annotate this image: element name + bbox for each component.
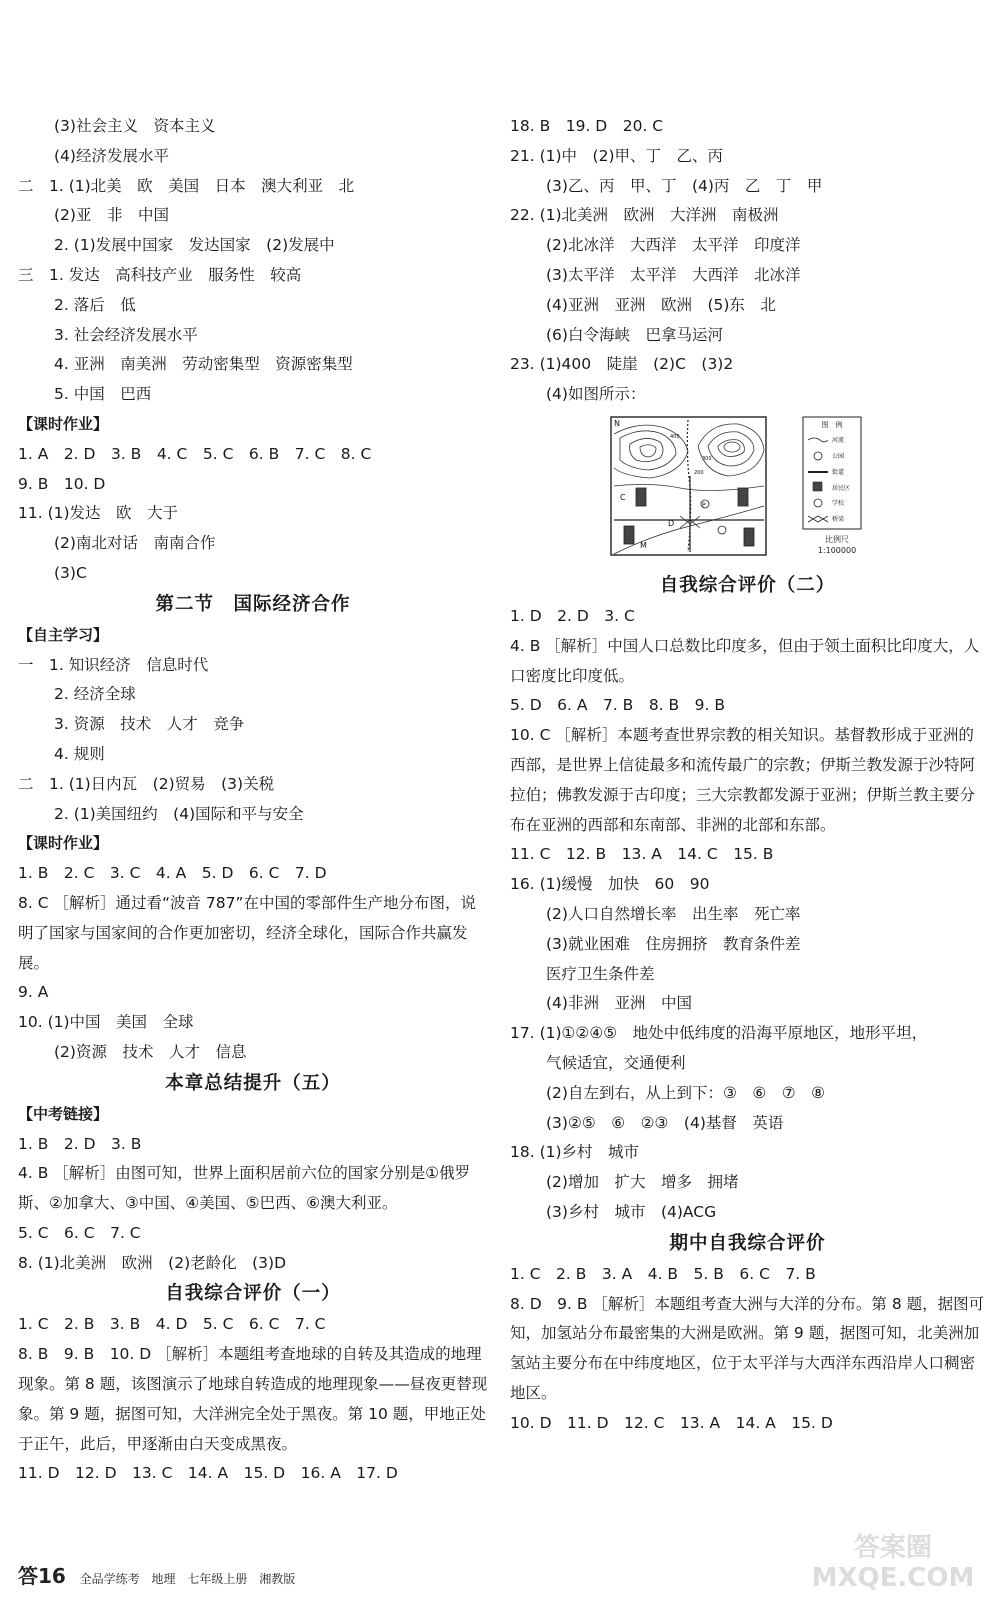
answer-line: (3)太平洋 太平洋 大西洋 北冰洋 — [546, 265, 801, 284]
right-column — [510, 112, 985, 1438]
answer-line: (4)亚洲 亚洲 欧洲 (5)东 北 — [546, 295, 776, 314]
map-label: C — [620, 492, 626, 502]
answer-line: 18. B 19. D 20. C — [510, 117, 664, 135]
section-label: 【课时作业】 — [18, 414, 109, 433]
map-label: P — [702, 501, 706, 509]
answer-line: 医疗卫生条件差 — [546, 964, 655, 983]
answer-line: 2. 经济全球 — [54, 685, 136, 704]
page-footer — [18, 1560, 303, 1589]
answer-line: 1. B 2. D 3. B — [18, 1134, 142, 1153]
answer-line: 三 1. 发达 高科技产业 服务性 较高 — [18, 265, 302, 284]
map-figure — [510, 416, 985, 568]
answer-line: 2. (1)美国纽约 (4)国际和平与安全 — [54, 804, 304, 823]
contour-label: 400 — [670, 433, 680, 440]
answer-line: (3)乡村 城市 (4)ACG — [546, 1202, 717, 1221]
legend-item: 居民区 — [832, 484, 851, 492]
answer-line: (2)人口自然增长率 出生率 死亡率 — [546, 904, 801, 923]
answer-line: (2)自左到右，从上到下：③ ⑥ ⑦ ⑧ — [546, 1083, 826, 1102]
contour-label: 300 — [702, 455, 712, 462]
section-label: 【自主学习】 — [18, 625, 109, 644]
section-heading: 自我综合评价（一） — [165, 1283, 341, 1305]
answer-line: 10. D 11. D 12. C 13. A 14. A 15. D — [510, 1413, 833, 1432]
subject: 地理 — [151, 1572, 176, 1586]
answer-line: 8. (1)北美洲 欧洲 (2)老龄化 (3)D — [18, 1253, 287, 1272]
answer-line: 11. (1)发达 欧 大于 — [18, 504, 179, 523]
answer-line: 23. (1)400 陡崖 (2)C (3)2 — [510, 355, 734, 374]
answer-line: 5. C 6. C 7. C — [18, 1223, 141, 1242]
answer-line: (3)C — [54, 563, 87, 582]
answer-line: 1. D 2. D 3. C — [510, 606, 635, 625]
section-heading: 自我综合评价（二） — [659, 574, 836, 596]
answer-line: (2)资源 技术 人才 信息 — [54, 1042, 247, 1061]
answer-line: 一 1. 知识经济 信息时代 — [18, 655, 209, 674]
section-heading: 本章总结提升（五） — [165, 1072, 341, 1094]
answer-line: 1. A 2. D 3. B 4. C 5. C 6. B 7. C 8. C — [18, 444, 372, 463]
answer-line: 17. (1)①②④⑤ 地处中低纬度的沿海平原地区，地形平坦， — [510, 1024, 928, 1043]
answer-line: 4. 规则 — [54, 744, 105, 763]
map-label: N — [614, 418, 620, 428]
edition: 湘教版 — [259, 1572, 296, 1586]
answer-line: 1. C 2. B 3. A 4. B 5. B 6. C 7. B — [510, 1264, 816, 1283]
answer-explanation: 4. B ［解析］由图可知，世界上面积居前六位的国家分别是①俄罗斯、②加拿大、③中国、④美国、⑤巴西、⑥澳大利亚。 — [18, 1164, 471, 1213]
answer-line: (2)南北对话 南南合作 — [54, 534, 216, 553]
answer-line: 16. (1)缓慢 加快 60 90 — [510, 875, 710, 894]
answer-line: 11. C 12. B 13. A 14. C 15. B — [510, 845, 774, 864]
answer-line: (2)增加 扩大 增多 拥堵 — [546, 1173, 739, 1192]
answer-explanation: 8. B 9. B 10. D ［解析］本题组考查地球的自转及其造成的地理现象。第 8 题，该图演示了地球自转造成的地理现象——昼夜更替现象。第 9 题，据图可知，大洋洲完全处于黑夜。第 10 题，甲地正处于正午，此后，甲逐渐由白天变成黑夜。 — [18, 1345, 488, 1453]
right-block-1 — [510, 112, 985, 410]
answer-line: 22. (1)北美洲 欧洲 大洋洲 南极洲 — [510, 206, 779, 225]
legend-item: 学校 — [832, 499, 845, 507]
answer-line: 1. B 2. C 3. C 4. A 5. D 6. C 7. D — [18, 864, 327, 883]
contour-map — [610, 416, 767, 556]
scale-label: 比例尺 — [825, 534, 849, 544]
map-legend — [802, 416, 862, 530]
answer-explanation: 4. B ［解析］中国人口总数比印度多，但由于领土面积比印度大，人口密度比印度低。 — [510, 636, 980, 685]
answer-line: 二 1. (1)北美 欧 美国 日本 澳大利亚 北 — [18, 176, 355, 195]
map-label: M — [640, 540, 647, 550]
left-block-5 — [18, 1219, 488, 1279]
legend-item: 桥梁 — [832, 515, 845, 523]
left-block-3 — [18, 978, 488, 1067]
answer-line: 21. (1)中 (2)甲、丁 乙、丙 — [510, 146, 723, 165]
page-number: 答16 — [18, 1564, 66, 1588]
answer-line: 3. 社会经济发展水平 — [54, 325, 198, 344]
answer-line: 5. 中国 巴西 — [54, 385, 152, 404]
answer-line: (3)②⑤ ⑥ ②③ (4)基督 英语 — [546, 1113, 784, 1132]
residential-icon — [813, 482, 822, 491]
answer-line: 1. C 2. B 3. B 4. D 5. C 6. C 7. C — [18, 1315, 326, 1334]
left-column — [18, 112, 488, 1489]
answer-line: (6)白令海峡 巴拿马运河 — [546, 325, 723, 344]
answer-line: 2. 落后 低 — [54, 295, 136, 314]
answer-line: 18. (1)乡村 城市 — [510, 1143, 640, 1162]
left-block-1 — [18, 112, 488, 589]
answer-line: (2)亚 非 中国 — [54, 206, 169, 225]
scale-value: 1:100000 — [817, 545, 857, 555]
answer-line: (3)乙、丙 甲、丁 (4)丙 乙 丁 甲 — [546, 176, 823, 195]
left-block-2 — [18, 621, 488, 889]
answer-line: 二 1. (1)日内瓦 (2)贸易 (3)关税 — [18, 774, 275, 793]
answer-line: 4. 亚洲 南美洲 劳动密集型 资源密集型 — [54, 355, 353, 374]
answer-explanation: 8. C ［解析］通过看“波音 787”在中国的零部件生产地分布图，说明了国家与国家间的合作更加密切，经济全球化，国际合作共赢发展。 — [18, 893, 477, 972]
answer-line: 11. D 12. D 13. C 14. A 15. D 16. A 17. D — [18, 1464, 398, 1483]
section-label: 【课时作业】 — [18, 834, 109, 853]
answer-line: 10. (1)中国 美国 全球 — [18, 1013, 194, 1032]
watermark-logo — [808, 1524, 978, 1594]
watermark-text: 答案圈 — [853, 1533, 933, 1563]
section-heading: 第二节 国际经济合作 — [155, 593, 351, 615]
legend-item: 公园 — [832, 452, 845, 460]
legend-item: 街道 — [832, 468, 845, 476]
legend-title: 图 例 — [821, 420, 843, 429]
answer-line: (2)北冰洋 大西洋 太平洋 印度洋 — [546, 236, 801, 255]
answer-line: 9. A — [18, 983, 49, 1002]
answer-line: 3. 资源 技术 人才 竞争 — [54, 715, 245, 734]
section-label: 【中考链接】 — [18, 1104, 109, 1123]
answer-explanation: 10. C ［解析］本题考查世界宗教的相关知识。基督教形成于亚洲的西部，是世界上信徒最多和流传最广的宗教；伊斯兰教发源于沙特阿拉伯；佛教发源于古印度；三大宗教都发源于亚洲；伊斯兰教主要分布在亚洲的西部和东南部、非洲的北部和东部。 — [510, 726, 976, 834]
book-title: 全品学练考 — [79, 1572, 140, 1586]
answer-line: (4)非洲 亚洲 中国 — [546, 994, 692, 1013]
answer-line: 9. B 10. D — [18, 474, 106, 493]
answer-line: 气候适宜，交通便利 — [546, 1053, 686, 1072]
answer-line: (4)如图所示： — [546, 385, 646, 404]
legend-item: 河流 — [832, 436, 845, 444]
answer-line: 2. (1)发展中国家 发达国家 (2)发展中 — [54, 236, 335, 255]
answer-line: (3)社会主义 资本主义 — [54, 117, 216, 135]
grade: 七年级上册 — [187, 1572, 248, 1586]
right-block-4 — [510, 840, 985, 1227]
map-label: D — [668, 518, 675, 528]
map-scale — [802, 534, 872, 556]
contour-label: 200 — [694, 469, 704, 476]
left-block-4 — [18, 1100, 488, 1160]
answer-line: 5. D 6. A 7. B 8. B 9. B — [510, 696, 726, 715]
section-heading: 期中自我综合评价 — [669, 1232, 826, 1254]
answer-line: (3)就业困难 住房拥挤 教育条件差 — [546, 934, 801, 953]
answer-line: (4)经济发展水平 — [54, 146, 169, 165]
watermark-url: MXQE.COM — [811, 1563, 975, 1593]
answer-explanation: 8. D 9. B ［解析］本题组考查大洲与大洋的分布。第 8 题，据图可知，加氢站分布最密集的大洲是欧洲。第 9 题，据图可知，北美洲加氢站主要分布在中纬度地区，位于太平洋与大西洋东西沿岸人口稠密地区。 — [510, 1294, 985, 1402]
